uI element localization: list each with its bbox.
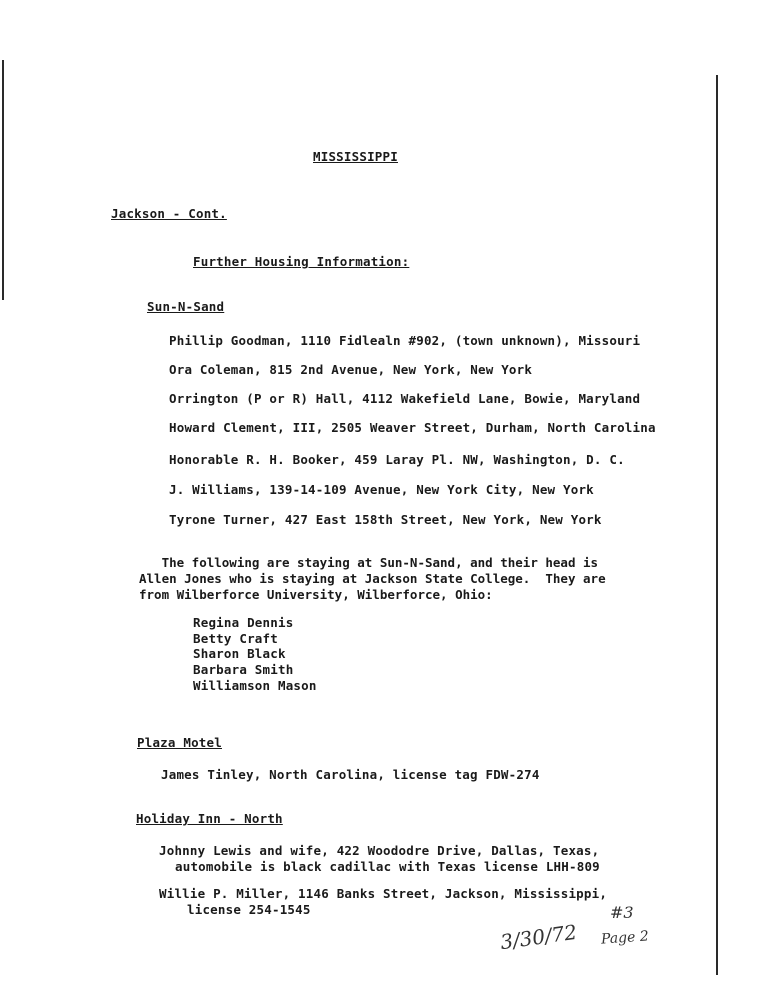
handwritten-date: 3/30/72 bbox=[498, 919, 579, 955]
holiday-inn-entry: automobile is black cadillac with Texas license LHH-809 bbox=[175, 859, 600, 874]
scan-edge-left bbox=[2, 60, 4, 300]
student-name: Williamson Mason bbox=[193, 678, 317, 693]
guest-line: Honorable R. H. Booker, 459 Laray Pl. NW, Washington, D. C. bbox=[169, 452, 625, 467]
guest-line: Howard Clement, III, 2505 Weaver Street, Durham, North Carolina bbox=[169, 420, 656, 435]
holiday-inn-entry: Willie P. Miller, 1146 Banks Street, Jackson, Mississippi, bbox=[159, 886, 608, 901]
holiday-inn-entry: Johnny Lewis and wife, 422 Woododre Drive, Dallas, Texas, bbox=[159, 843, 600, 858]
holiday-inn-heading: Holiday Inn - North bbox=[136, 811, 283, 826]
scan-edge-right bbox=[716, 75, 718, 975]
section-heading: Jackson - Cont. bbox=[111, 206, 227, 221]
page-title: MISSISSIPPI bbox=[313, 149, 398, 164]
paragraph-line: from Wilberforce University, Wilberforce, Ohio: bbox=[139, 587, 493, 602]
paragraph-line: The following are staying at Sun-N-Sand, and their head is bbox=[139, 555, 599, 570]
paragraph-line: Allen Jones who is staying at Jackson State College. They are bbox=[139, 571, 606, 586]
student-name: Betty Craft bbox=[193, 631, 278, 646]
sun-n-sand-heading: Sun-N-Sand bbox=[147, 299, 225, 314]
student-name: Regina Dennis bbox=[193, 615, 294, 630]
holiday-inn-entry: license 254-1545 bbox=[187, 902, 311, 917]
student-name: Barbara Smith bbox=[193, 662, 294, 677]
handwritten-page: Page 2 bbox=[600, 928, 650, 948]
guest-line: Phillip Goodman, 1110 Fidlealn #902, (town unknown), Missouri bbox=[169, 333, 641, 348]
student-name: Sharon Black bbox=[193, 646, 286, 661]
plaza-motel-heading: Plaza Motel bbox=[137, 735, 222, 750]
guest-line: J. Williams, 139-14-109 Avenue, New York City, New York bbox=[169, 482, 594, 497]
subtitle: Further Housing Information: bbox=[193, 254, 410, 269]
guest-line: Ora Coleman, 815 2nd Avenue, New York, New York bbox=[169, 362, 533, 377]
handwritten-mark: #3 bbox=[610, 903, 634, 922]
plaza-motel-entry: James Tinley, North Carolina, license tag FDW-274 bbox=[161, 767, 540, 782]
guest-line: Tyrone Turner, 427 East 158th Street, New York, New York bbox=[169, 512, 602, 527]
guest-line: Orrington (P or R) Hall, 4112 Wakefield Lane, Bowie, Maryland bbox=[169, 391, 641, 406]
